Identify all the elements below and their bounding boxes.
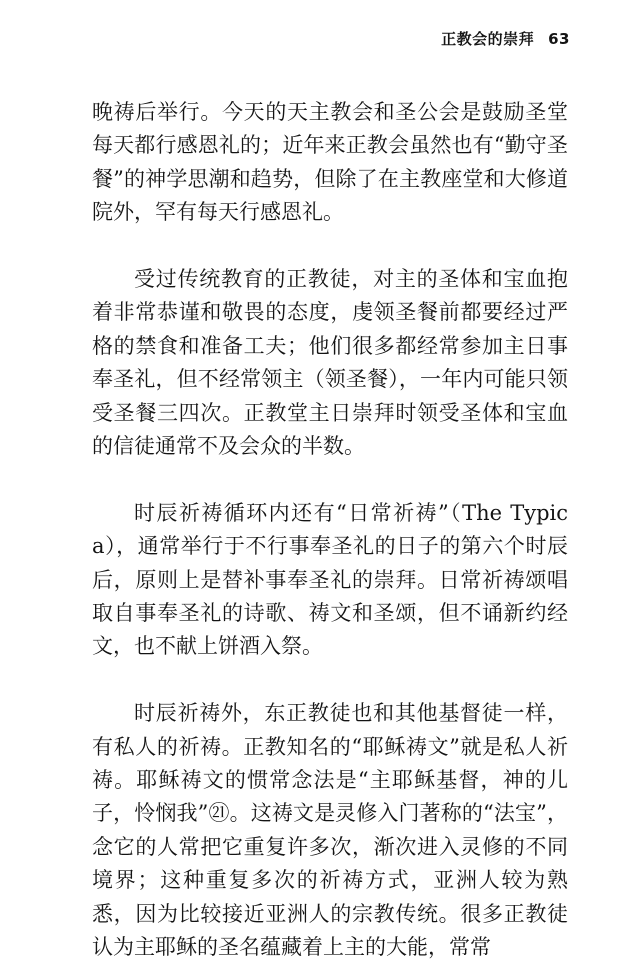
chapter-title: 正教会的崇拜 <box>441 30 535 48</box>
paragraph: 时辰祈祷循环内还有“日常祈祷”（The Typica），通常举行于不行事奉圣礼的日子的第六个时辰后，原则上是替补事奉圣礼的崇拜。日常祈祷颂唱取自事奉圣礼的诗歌、祷文和圣颂，但不诵新约经文，也不献上饼酒入祭。 <box>92 500 568 659</box>
paragraph: 受过传统教育的正教徒，对主的圣体和宝血抱着非常恭谨和敬畏的态度，虔领圣餐前都要经过严格的禁食和准备工夫；他们很多都经常参加主日事奉圣礼，但不经常领主（领圣餐），一年内可能只领受圣餐三四次。正教堂主日崇拜时领受圣体和宝血的信徒通常不及会众的半数。 <box>92 267 568 459</box>
running-head <box>441 28 570 49</box>
paragraph: 时辰祈祷外，东正教徒也和其他基督徒一样，有私人的祈祷。正教知名的“耶稣祷文”就是私人祈祷。耶稣祷文的惯常念法是“主耶稣基督，神的儿子，怜悯我”㉑。这祷文是灵修入门著称的“法宝”，念它的人常把它重复许多次，渐次进入灵修的不同境界；这种重复多次的祈祷方式，亚洲人较为熟悉，因为比较接近亚洲人的宗教传统。很多正教徒认为主耶稣的圣名蕴藏着上主的大能，常常 <box>92 701 568 960</box>
paragraph: 晚祷后举行。今天的天主教会和圣公会是鼓励圣堂每天都行感恩礼的；近年来正教会虽然也有“勤守圣餐”的神学思潮和趋势，但除了在主教座堂和大修道院外，罕有每天行感恩礼。 <box>92 100 568 225</box>
body-text <box>92 96 568 965</box>
page-number: 63 <box>548 30 570 48</box>
